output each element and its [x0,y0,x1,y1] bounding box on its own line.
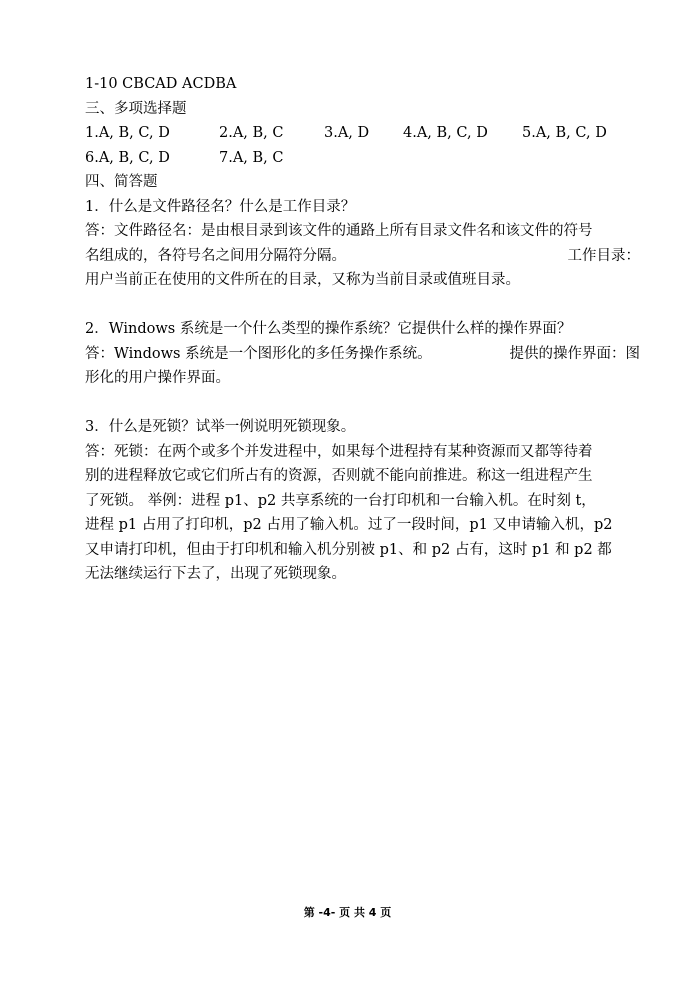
mc-answer-6: 6.A, B, C, D [85,149,170,166]
answer-1-line-3: 用户当前正在使用的文件所在的目录，又称为当前目录或值班目录。 [85,272,520,288]
answer-3-line-2: 别的进程释放它或它们所占有的资源，否则就不能向前推进。称这一组进程产生 [85,468,593,484]
mc-answer-1: 1.A, B, C, D [85,125,170,141]
page-footer: 第 -4- 页 共 4 页 [303,906,392,919]
multiple-choice-row-1 [85,121,640,146]
answer-2-line-1-left: 答：Windows 系统是一个图形化的多任务操作系统。 [85,345,432,362]
section-short-answer-title: 四、简答题 [85,174,158,190]
answer-1-line-1: 答：文件路径名：是由根目录到该文件的通路上所有目录文件名和该文件的符号 [85,223,593,239]
answer-3-line-5: 又申请打印机，但由于打印机和输入机分别被 p1、和 p2 占有，这时 p1 和 p2 都 [85,541,612,558]
spacer [85,391,640,416]
answer-2-line-1-right: 提供的操作界面：图 [509,345,640,362]
document-body [85,72,640,587]
answer-3-line-6: 无法继续运行下去了，出现了死锁现象。 [85,566,346,582]
answer-1-line-2-right: 工作目录： [567,247,640,264]
spacer [85,293,640,318]
mc-answer-5: 5.A, B, C, D [522,125,607,141]
answer-2-line-1 [85,342,640,367]
answer-1-line-2 [85,244,640,269]
question-1: 1．什么是文件路径名？什么是工作目录？ [85,198,356,215]
multiple-choice-row-2 [85,146,640,171]
mc-answer-3: 3.A, D [324,125,370,141]
answer-3-line-3: 了死锁。 举例：进程 p1、p2 共享系统的一台打印机和一台输入机。在时刻 t， [85,492,596,509]
mc-answer-7: 7.A, B, C [219,149,284,166]
question-3: 3．什么是死锁？试举一例说明死锁现象。 [85,419,356,435]
mc-answer-4: 4.A, B, C, D [403,125,488,141]
answer-1-line-2-left: 名组成的，各符号名之间用分隔符分隔。 [85,247,346,264]
answer-2-line-2: 形化的用户操作界面。 [85,370,230,386]
answer-3-line-1: 答：死锁：在两个或多个并发进程中，如果每个进程持有某种资源而又都等待着 [85,443,593,460]
mc-answer-2: 2.A, B, C [219,125,284,141]
answer-3-line-4: 进程 p1 占用了打印机，p2 占用了输入机。过了一段时间，p1 又申请输入机，p2 [85,517,613,533]
single-choice-answers: 1-10 CBCAD ACDBA [85,76,237,92]
question-2: 2．Windows 系统是一个什么类型的操作系统？它提供什么样的操作界面？ [85,321,572,337]
section-multiple-choice-title: 三、多项选择题 [85,100,187,117]
